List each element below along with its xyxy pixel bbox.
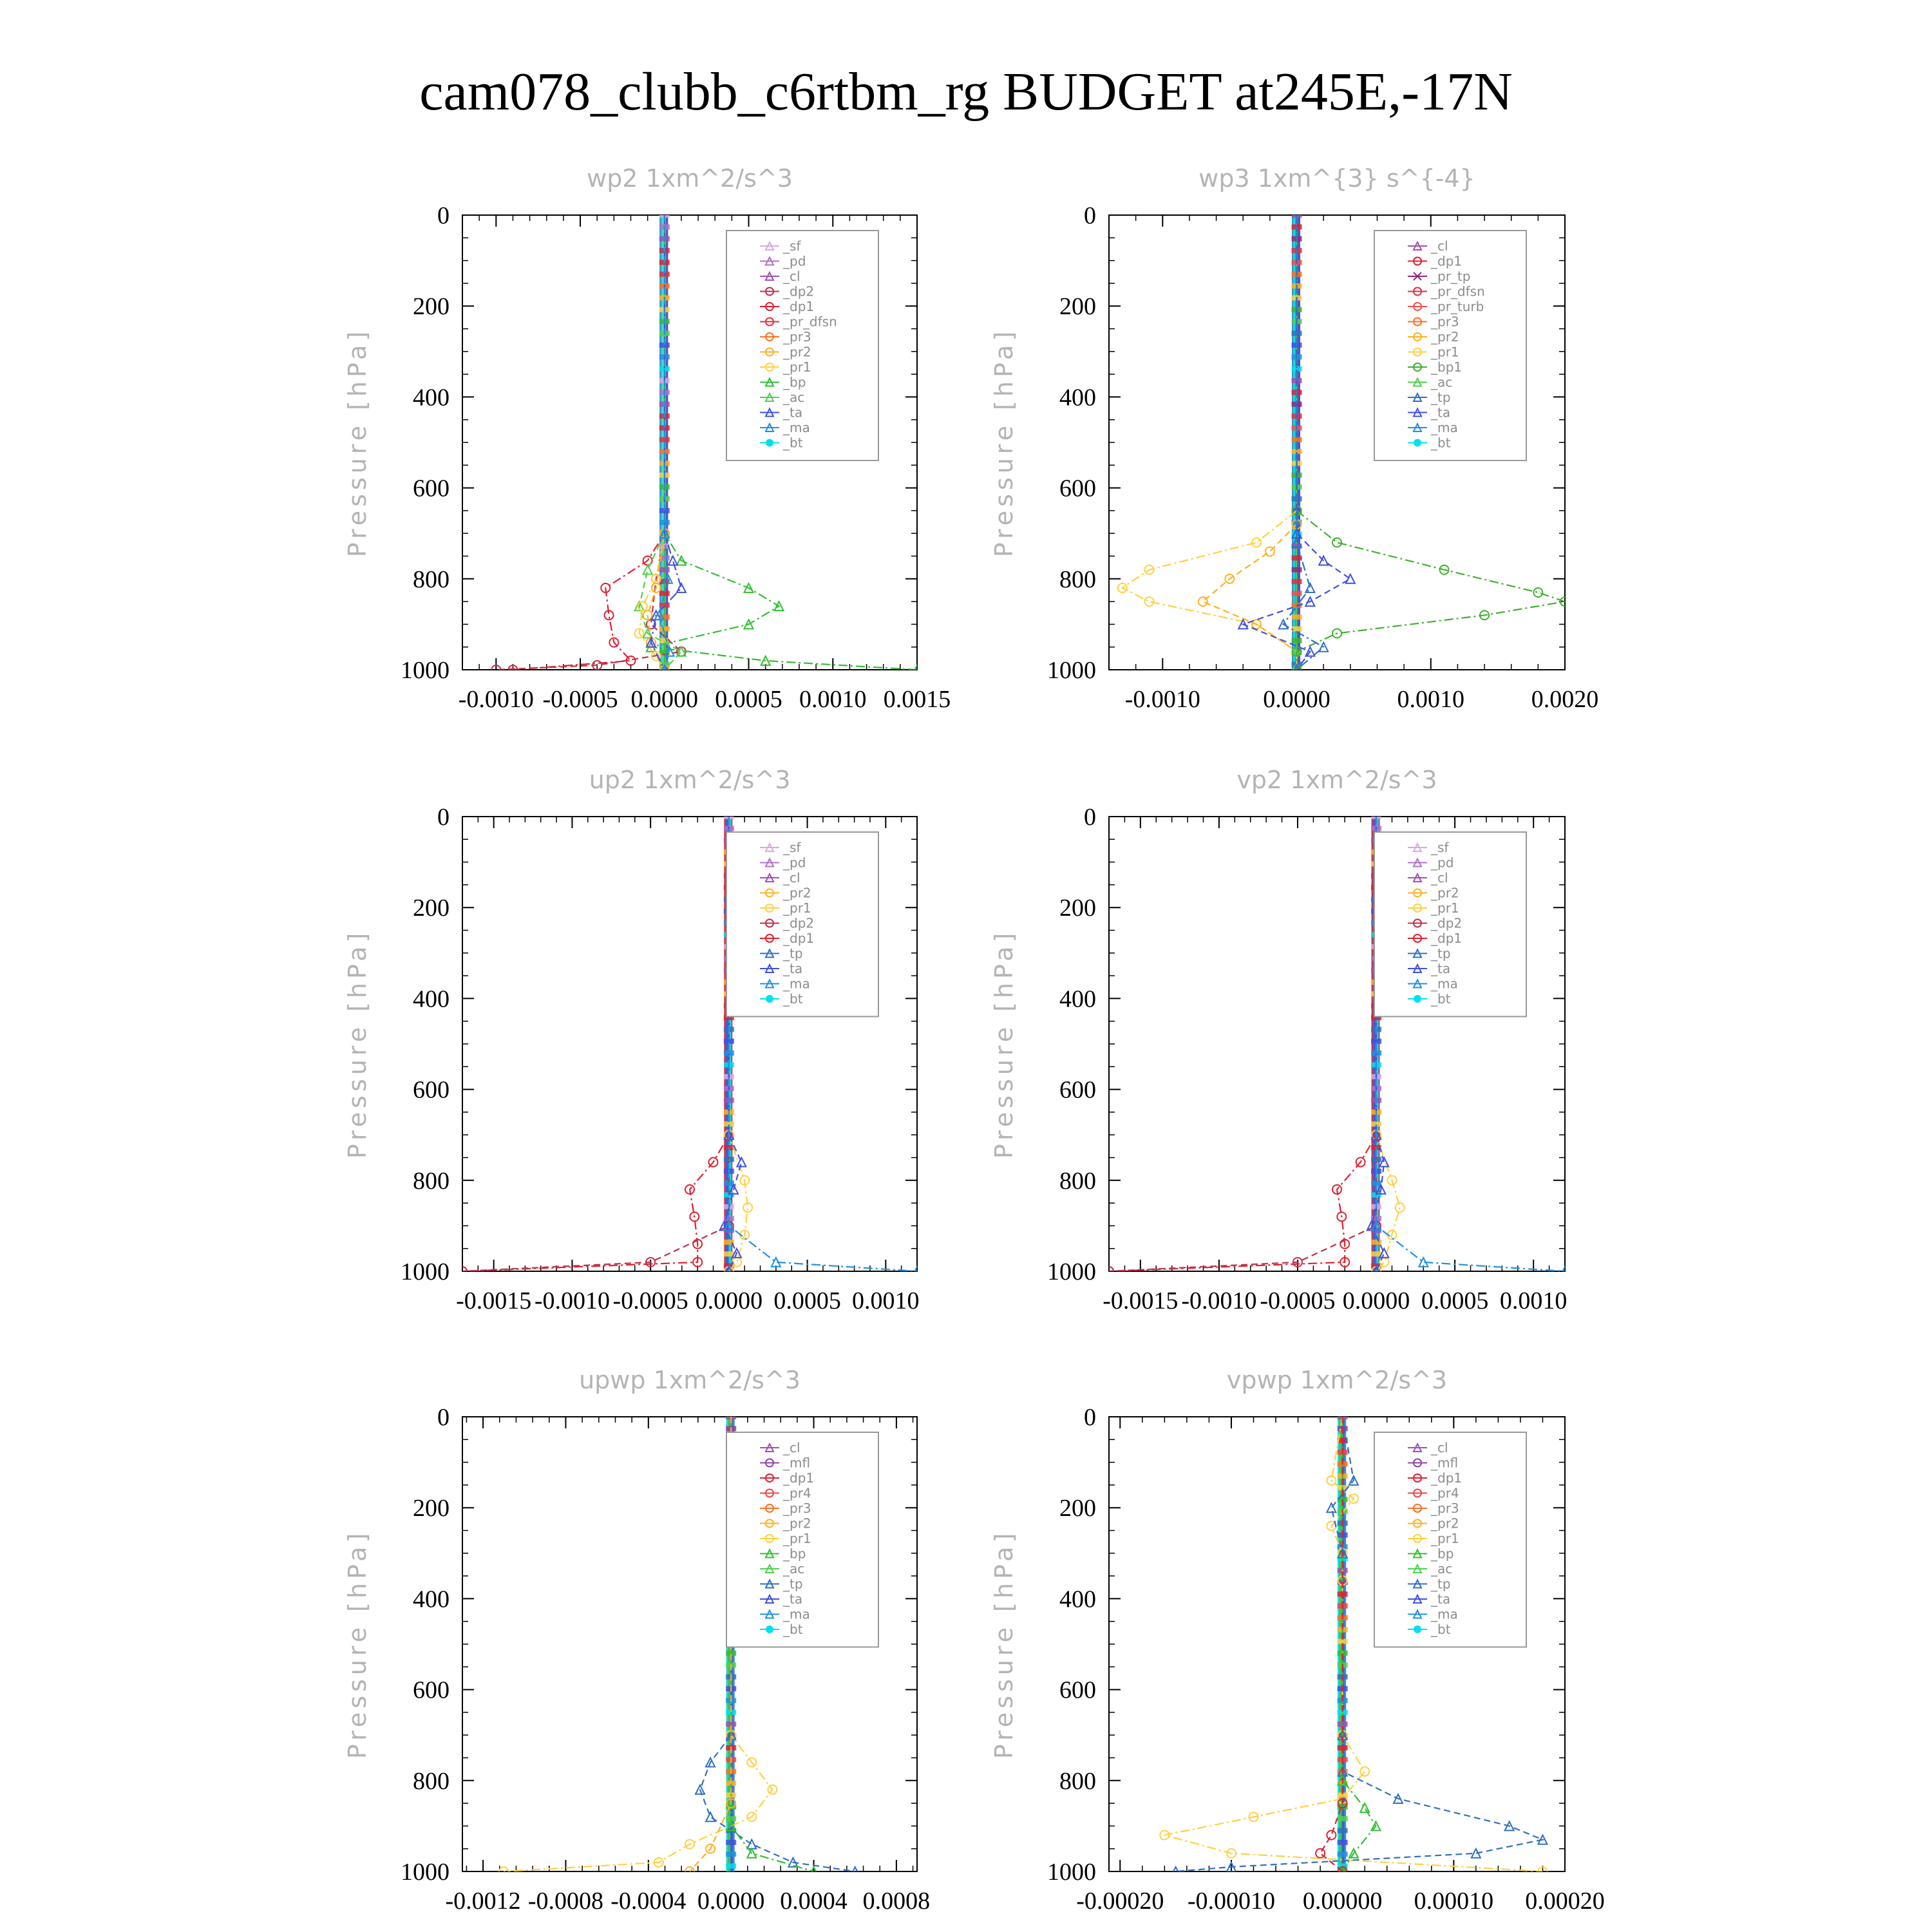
- zero-profile-marker: [1292, 614, 1302, 620]
- x-tick-label: 0.0000: [1263, 686, 1331, 713]
- y-tick-label: 400: [1059, 1586, 1096, 1613]
- legend-entry: _pr2: [783, 344, 811, 360]
- y-tick-label: 0: [437, 804, 450, 831]
- legend-entry: _pr_dfsn: [783, 314, 837, 330]
- legend-entry: _bp: [783, 1546, 806, 1562]
- legend-entry: _ta: [1431, 961, 1451, 976]
- y-tick-label: 0: [1084, 804, 1096, 831]
- chart-panel-6: [990, 1366, 1605, 1915]
- y-tick-label: 400: [413, 985, 450, 1013]
- legend-entry: _tp: [1431, 945, 1451, 961]
- legend-entry: _pr3: [783, 329, 811, 345]
- y-tick-label: 1000: [1047, 1258, 1096, 1285]
- legend-entry: _pr2: [1431, 1515, 1459, 1531]
- y-tick-label: 0: [437, 1404, 450, 1431]
- y-tick-label: 200: [1059, 895, 1096, 922]
- series-line: [690, 1417, 731, 1871]
- y-axis-label: Pressure [hPa]: [343, 929, 372, 1159]
- data-point: [1533, 588, 1542, 597]
- legend-entry: _ac: [783, 1561, 805, 1577]
- zero-profile-marker: [726, 1852, 736, 1857]
- x-tick-label: -0.0005: [1260, 1287, 1336, 1314]
- legend-entry: _bp: [1431, 1546, 1454, 1562]
- y-tick-label: 200: [1059, 1495, 1096, 1522]
- legend-entry: _sf: [783, 840, 801, 855]
- legend-entry: _dp1: [783, 299, 815, 314]
- legend-entry: _ac: [1431, 1561, 1453, 1577]
- legend-entry: _cl: [1431, 1440, 1448, 1455]
- legend-entry: _tp: [783, 1576, 803, 1592]
- x-tick-label: 0.0010: [799, 686, 867, 713]
- y-tick-label: 1000: [401, 1859, 450, 1886]
- zero-profile-marker: [1338, 1828, 1348, 1833]
- y-axis-label: Pressure [hPa]: [343, 327, 372, 558]
- legend-entry: _ma: [783, 420, 810, 435]
- legend-entry: _pd: [783, 855, 806, 871]
- legend-marker: [1414, 439, 1421, 447]
- legend-entry: _pd: [783, 253, 806, 269]
- data-point: [1252, 538, 1261, 547]
- legend: [1374, 231, 1526, 460]
- legend-entry: _pr4: [1431, 1485, 1459, 1501]
- legend-entry: _mfl: [1431, 1455, 1459, 1471]
- data-point: [1346, 574, 1355, 583]
- legend-entry: _bt: [1431, 435, 1451, 451]
- y-tick-label: 200: [413, 1495, 450, 1522]
- zero-profile-marker: [1338, 1816, 1348, 1821]
- legend-entry: _sf: [783, 238, 801, 254]
- zero-profile-marker: [1338, 1840, 1348, 1845]
- legend-entry: _pr_dfsn: [1431, 283, 1485, 299]
- legend-entry: _pr4: [783, 1485, 811, 1501]
- legend-entry: _ta: [783, 961, 803, 976]
- x-tick-label: -0.00020: [1076, 1888, 1164, 1915]
- y-tick-label: 0: [1084, 202, 1096, 229]
- y-tick-label: 200: [413, 895, 450, 922]
- legend-entry: _ac: [783, 390, 805, 405]
- x-tick-label: 0.0020: [1531, 686, 1599, 713]
- data-point: [1327, 1831, 1336, 1840]
- legend-entry: _pr2: [1431, 329, 1459, 345]
- legend-marker: [1414, 995, 1421, 1003]
- legend-entry: _pr2: [783, 885, 811, 901]
- y-tick-label: 800: [413, 1167, 450, 1195]
- legend-entry: _ac: [1431, 374, 1453, 390]
- legend-marker: [1414, 1625, 1421, 1633]
- y-tick-label: 400: [413, 1586, 450, 1613]
- legend-entry: _ma: [1431, 1606, 1458, 1622]
- zero-profile-marker: [1292, 591, 1302, 596]
- y-tick-label: 600: [413, 475, 450, 502]
- data-point: [737, 1158, 746, 1167]
- zero-profile-marker: [1292, 626, 1302, 631]
- y-tick-label: 0: [1084, 1404, 1096, 1431]
- chart-panel-4: [990, 766, 1569, 1314]
- y-tick-label: 600: [413, 1676, 450, 1704]
- x-tick-label: -0.0008: [527, 1888, 604, 1915]
- legend-entry: _bt: [783, 991, 803, 1007]
- legend-entry: _pr1: [783, 359, 811, 375]
- data-point: [1396, 1203, 1405, 1212]
- legend-entry: _cl: [783, 269, 800, 284]
- legend-marker: [766, 1625, 773, 1633]
- x-tick-label: -0.0005: [542, 686, 618, 713]
- y-tick-label: 1000: [401, 657, 450, 684]
- panel-title: upwp 1xm^2/s^3: [579, 1366, 800, 1394]
- chart-panel-1: [343, 164, 951, 713]
- x-tick-label: -0.00010: [1187, 1888, 1276, 1915]
- y-tick-label: 600: [413, 1076, 450, 1104]
- legend-entry: _cl: [783, 870, 800, 886]
- panel-title: vp2 1xm^2/s^3: [1236, 766, 1437, 794]
- x-tick-label: -0.0012: [445, 1888, 521, 1915]
- y-tick-label: 0: [437, 202, 450, 229]
- legend-entry: _cl: [1431, 238, 1448, 254]
- series-line: [1283, 215, 1324, 670]
- legend-entry: _sf: [1431, 840, 1449, 855]
- x-tick-label: 0.0000: [630, 686, 699, 713]
- y-tick-label: 800: [1059, 1767, 1096, 1795]
- legend-entry: _pr2: [783, 1515, 811, 1531]
- legend-entry: _bt: [783, 1622, 803, 1637]
- legend-entry: _bp: [783, 374, 806, 390]
- legend-entry: _dp1: [1431, 931, 1463, 946]
- legend-entry: _pr1: [783, 1531, 811, 1546]
- legend-entry: _pr3: [1431, 314, 1459, 330]
- legend-entry: _ma: [1431, 976, 1458, 992]
- y-tick-label: 1000: [1047, 657, 1096, 684]
- y-tick-label: 1000: [401, 1258, 450, 1285]
- x-tick-label: 0.0008: [862, 1888, 931, 1915]
- zero-profile-marker: [726, 1840, 736, 1845]
- x-tick-label: -0.0015: [456, 1287, 532, 1314]
- y-tick-label: 600: [1059, 1676, 1096, 1704]
- data-point: [1360, 1767, 1369, 1776]
- y-tick-label: 800: [1059, 1167, 1096, 1195]
- legend-marker: [766, 995, 773, 1003]
- legend-entry: _mfl: [783, 1455, 811, 1471]
- chart-panel-3: [343, 766, 922, 1314]
- y-tick-label: 800: [413, 565, 450, 593]
- legend-entry: _ma: [783, 976, 810, 992]
- x-tick-label: -0.0010: [534, 1287, 610, 1314]
- legend-entry: _dp1: [1431, 1470, 1463, 1486]
- legend-entry: _dp2: [783, 915, 815, 931]
- y-tick-label: 800: [1059, 565, 1096, 593]
- data-point: [643, 565, 652, 574]
- x-tick-label: 0.00010: [1414, 1888, 1494, 1915]
- x-tick-label: 0.0010: [852, 1287, 920, 1314]
- legend-entry: _pr_tp: [1431, 269, 1471, 284]
- y-tick-label: 1000: [1047, 1859, 1096, 1886]
- legend-entry: _dp1: [783, 931, 815, 946]
- data-point: [1305, 583, 1314, 592]
- series-line: [1109, 817, 1376, 1271]
- data-point: [1360, 1803, 1369, 1812]
- legend-entry: _pr1: [1431, 1531, 1459, 1546]
- y-tick-label: 600: [1059, 1076, 1096, 1104]
- zero-profile-marker: [659, 626, 670, 631]
- legend-entry: _dp1: [1431, 253, 1463, 269]
- y-axis-label: Pressure [hPa]: [990, 1529, 1018, 1759]
- y-tick-label: 400: [1059, 384, 1096, 412]
- chart-panel-2: [990, 164, 1598, 713]
- legend-entry: _ta: [1431, 404, 1451, 421]
- legend: [726, 832, 878, 1017]
- y-axis-label: Pressure [hPa]: [990, 327, 1018, 558]
- legend-entry: _pr1: [783, 900, 811, 916]
- x-tick-label: -0.0010: [1181, 1287, 1257, 1314]
- legend-entry: _tp: [783, 945, 803, 961]
- x-tick-label: 0.0010: [1397, 686, 1465, 713]
- series-line: [462, 817, 729, 1271]
- legend-entry: _bt: [1431, 1622, 1451, 1637]
- legend-entry: _pr_turb: [1431, 299, 1484, 314]
- legend-entry: _dp1: [783, 1470, 815, 1486]
- zero-profile-marker: [1292, 567, 1302, 573]
- x-tick-label: 0.00000: [1302, 1888, 1383, 1915]
- figure-title: cam078_clubb_c6rtbm_rg BUDGET at245E,-17N: [419, 62, 1513, 122]
- x-tick-label: 0.0010: [1499, 1287, 1567, 1314]
- legend-entry: _ma: [783, 1606, 810, 1622]
- y-tick-label: 200: [1059, 293, 1096, 321]
- legend-entry: _ma: [1431, 420, 1458, 435]
- legend-entry: _tp: [1431, 1576, 1451, 1592]
- y-axis-label: Pressure [hPa]: [343, 1529, 372, 1759]
- legend-entry: _pr3: [783, 1501, 811, 1516]
- legend-entry: _tp: [1431, 390, 1451, 405]
- panel-title: vpwp 1xm^2/s^3: [1226, 1366, 1448, 1394]
- x-tick-label: 0.00020: [1525, 1888, 1605, 1915]
- legend-entry: _cl: [1431, 870, 1448, 886]
- zero-profile-marker: [726, 1864, 736, 1869]
- panel-title: wp2 1xm^2/s^3: [587, 164, 793, 193]
- legend-entry: _pr2: [1431, 885, 1459, 901]
- legend-entry: _pr1: [1431, 900, 1459, 916]
- x-tick-label: 0.0000: [697, 1888, 765, 1915]
- x-tick-label: 0.0004: [780, 1888, 848, 1915]
- legend: [726, 1432, 878, 1647]
- x-tick-label: -0.0010: [1124, 686, 1200, 713]
- legend-entry: _bp1: [1431, 359, 1463, 375]
- y-tick-label: 400: [413, 384, 450, 412]
- legend-entry: _bt: [1431, 991, 1451, 1007]
- legend-entry: _dp2: [1431, 915, 1463, 931]
- data-point: [668, 556, 677, 565]
- x-tick-label: 0.0000: [695, 1287, 763, 1314]
- x-tick-label: -0.0015: [1103, 1287, 1179, 1314]
- zero-profile-marker: [1292, 579, 1302, 584]
- series-line: [1109, 817, 1376, 1271]
- legend-entry: _ta: [783, 404, 803, 421]
- x-tick-label: 0.0005: [715, 686, 782, 713]
- legend: [1374, 832, 1526, 1017]
- legend-entry: _bt: [783, 435, 803, 451]
- legend-marker: [766, 439, 773, 447]
- panel-title: up2 1xm^2/s^3: [589, 766, 791, 794]
- data-point: [1332, 538, 1341, 547]
- legend-entry: _pd: [1431, 855, 1454, 871]
- series-line: [1203, 215, 1297, 670]
- y-tick-label: 600: [1059, 475, 1096, 502]
- legend-entry: _ta: [783, 1591, 803, 1607]
- x-tick-label: -0.0004: [611, 1888, 687, 1915]
- chart-panel-5: [343, 1366, 930, 1915]
- legend: [726, 231, 878, 460]
- data-point: [1316, 1849, 1325, 1858]
- y-tick-label: 200: [413, 293, 450, 321]
- zero-profile-marker: [1292, 638, 1302, 643]
- series-line: [462, 817, 729, 1271]
- x-tick-label: 0.0005: [1421, 1287, 1489, 1314]
- y-tick-label: 800: [413, 1767, 450, 1795]
- x-tick-label: -0.0005: [612, 1287, 688, 1314]
- legend: [1374, 1432, 1526, 1647]
- legend-entry: _dp2: [783, 283, 815, 299]
- y-axis-label: Pressure [hPa]: [990, 929, 1018, 1159]
- data-point: [1198, 597, 1208, 606]
- series-line: [1122, 215, 1297, 670]
- x-tick-label: -0.0010: [458, 686, 534, 713]
- zero-profile-marker: [1292, 555, 1302, 560]
- data-point: [706, 1812, 715, 1821]
- x-tick-label: 0.0000: [1342, 1287, 1410, 1314]
- legend-entry: _pr1: [1431, 344, 1459, 360]
- x-tick-label: 0.0015: [883, 686, 951, 713]
- data-point: [1265, 547, 1274, 556]
- zero-profile-marker: [1338, 1852, 1348, 1857]
- panel-title: wp3 1xm^{3} s^{-4}: [1198, 164, 1475, 193]
- legend-entry: _pr3: [1431, 1501, 1459, 1516]
- data-point: [677, 583, 686, 592]
- zero-profile-marker: [659, 567, 670, 573]
- legend-entry: _cl: [783, 1440, 800, 1455]
- legend-entry: _ta: [1431, 1591, 1451, 1607]
- series-line: [496, 215, 681, 670]
- y-tick-label: 400: [1059, 985, 1096, 1013]
- x-tick-label: 0.0005: [773, 1287, 841, 1314]
- zero-profile-marker: [1371, 1240, 1381, 1245]
